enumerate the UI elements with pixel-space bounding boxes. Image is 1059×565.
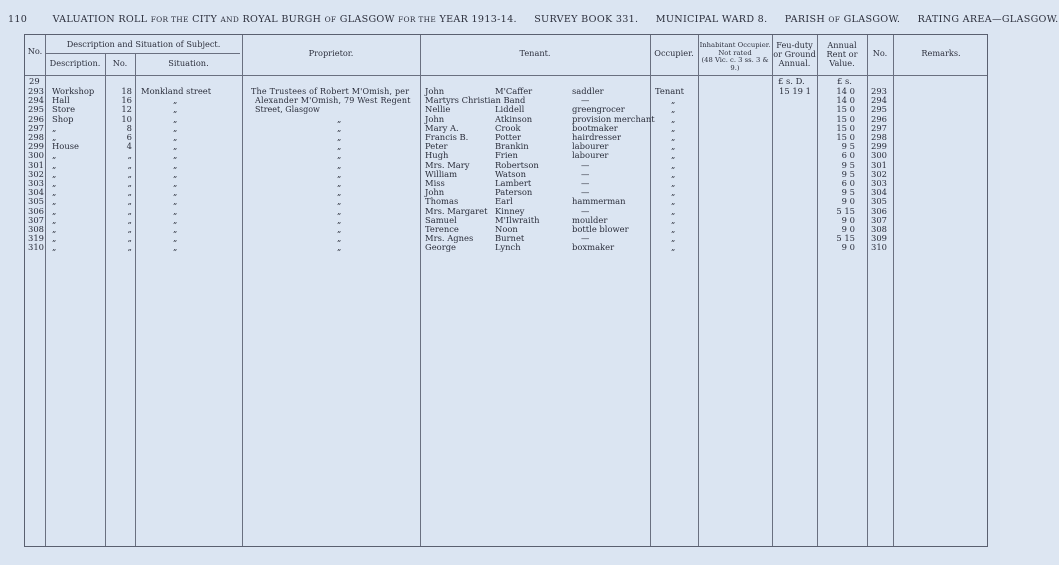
tenant-first-name: Hugh <box>425 150 449 161</box>
tenant-occupation: bootmaker <box>572 122 618 133</box>
tenant-occupation: — <box>581 187 590 198</box>
row-number: 294 <box>28 95 44 106</box>
col-divider <box>242 35 243 546</box>
row-annual-rent: 9 5 <box>841 187 855 198</box>
row-annual-rent: 9 0 <box>841 242 855 253</box>
row-number-right: 308 <box>871 224 887 234</box>
row-description: „ <box>52 132 57 142</box>
row-number: 306 <box>28 205 44 216</box>
tenant-occupation: — <box>581 168 590 179</box>
row-occupier: „ <box>671 113 676 124</box>
proprietor-ditto: „ <box>337 196 342 207</box>
header-title-c: CITY <box>192 14 218 25</box>
row-number: 296 <box>28 113 44 124</box>
row-description: „ <box>52 178 57 188</box>
rent-currency: £ s. <box>837 76 852 86</box>
header-title-b: FOR THE <box>150 15 189 24</box>
row-description: Store <box>52 104 76 115</box>
col-divider <box>817 35 818 546</box>
tenant-surname: Lambert <box>495 178 532 188</box>
row-description: „ <box>52 214 57 225</box>
row-situation: „ <box>173 233 178 244</box>
tenant-surname: Noon <box>495 224 518 234</box>
row-number-right: 306 <box>871 205 887 216</box>
header-title-g: GLASGOW <box>339 14 395 25</box>
row-number: 319 <box>28 233 44 244</box>
row-situation: Monkland street <box>141 86 212 96</box>
tenant-first-name: Peter <box>425 141 448 152</box>
col-divider <box>420 35 421 546</box>
rent-line-1: Annual <box>827 40 857 50</box>
inhabitant-line-2: Not rated <box>718 48 752 57</box>
col-divider <box>893 35 894 546</box>
row-situation: „ <box>173 168 178 179</box>
feu-currency: £ s. D. <box>778 76 805 86</box>
row-annual-rent: 5 15 <box>836 233 855 244</box>
row-number-right: 305 <box>871 196 887 207</box>
row-annual-rent: 9 5 <box>841 141 855 152</box>
row-situation: „ <box>173 178 178 188</box>
col-header-situation: Situation. <box>168 58 209 68</box>
row-situation: „ <box>173 214 178 225</box>
proprietor-ditto: „ <box>337 178 342 188</box>
row-street-number: „ <box>127 150 132 161</box>
rent-line-2: Rent or <box>826 49 858 59</box>
row-number-right: 304 <box>871 187 887 198</box>
row-annual-rent: 15 0 <box>836 113 855 124</box>
row-number-right: 301 <box>871 159 887 170</box>
row-description: „ <box>52 242 57 253</box>
tenant-occupation: — <box>581 159 590 170</box>
row-number: 310 <box>28 242 44 253</box>
header-rating: RATING AREA—GLASGOW. <box>917 14 1059 25</box>
row-number: 305 <box>28 196 44 207</box>
tenant-occupation: labourer <box>572 150 609 161</box>
tenant-surname: Frien <box>495 150 518 161</box>
proprietor-line-3: Street, Glasgow <box>255 105 320 114</box>
row-number-right: 298 <box>871 132 887 142</box>
row-street-number: 6 <box>126 132 132 142</box>
tenant-occupation: moulder <box>572 214 608 225</box>
header-parish-b: OF <box>828 15 841 24</box>
row-street-number: „ <box>127 224 132 234</box>
row-number-right: 294 <box>871 95 887 106</box>
proprietor-ditto: „ <box>337 233 342 244</box>
row-situation: „ <box>173 205 178 216</box>
page-header <box>8 14 1059 25</box>
tenant-occupation: — <box>581 233 590 244</box>
header-title-a: VALUATION ROLL <box>52 14 148 25</box>
section-number: 29 <box>29 76 40 86</box>
header-title-f: OF <box>324 15 337 24</box>
row-number-right: 309 <box>871 233 887 244</box>
row-number: 293 <box>28 86 44 96</box>
header-survey: SURVEY BOOK 331. <box>534 14 639 25</box>
proprietor-ditto: „ <box>337 132 342 142</box>
row-situation: „ <box>173 122 178 133</box>
tenant-surname: Robertson <box>495 159 539 170</box>
col-header-no-right: No. <box>872 48 888 58</box>
col-divider <box>45 35 46 546</box>
proprietor-ditto: „ <box>337 224 342 234</box>
tenant-first-name: Thomas <box>425 196 459 207</box>
row-occupier: „ <box>671 233 676 244</box>
row-annual-rent: 9 0 <box>841 214 855 225</box>
proprietor-ditto: „ <box>337 242 342 253</box>
inhabitant-line-1: Inhabitant Occupier. <box>699 41 771 49</box>
row-situation: „ <box>173 242 178 253</box>
header-title-e: ROYAL BURGH <box>242 14 322 25</box>
tenant-first-name: John <box>425 187 445 198</box>
row-situation: „ <box>173 132 178 142</box>
row-description: Shop <box>52 113 74 124</box>
row-occupier: „ <box>671 214 676 225</box>
row-occupier: „ <box>671 224 676 234</box>
tenant-first-name: John <box>425 113 445 124</box>
row-situation: „ <box>173 104 178 115</box>
row-number: 298 <box>28 132 44 142</box>
tenant-surname: Kinney <box>495 205 525 216</box>
row-occupier: „ <box>671 187 676 198</box>
header-parish-c: GLASGOW. <box>843 14 901 25</box>
row-number-right: 296 <box>871 113 887 124</box>
row-description: „ <box>52 233 57 244</box>
row-number-right: 303 <box>871 178 887 188</box>
proprietor-ditto: „ <box>337 113 342 124</box>
row-description: „ <box>52 159 57 170</box>
tenant-first-name: Martyrs Christian Band <box>425 95 526 106</box>
row-annual-rent: 14 0 <box>836 86 855 96</box>
row-occupier: „ <box>671 95 676 106</box>
row-street-number: 8 <box>126 122 132 133</box>
row-number-right: 297 <box>871 122 887 133</box>
row-situation: „ <box>173 113 178 124</box>
row-number: 297 <box>28 122 44 133</box>
row-situation: „ <box>173 141 178 152</box>
row-divider <box>45 53 240 54</box>
col-divider <box>135 53 136 546</box>
row-street-number: „ <box>127 168 132 179</box>
row-street-number: „ <box>127 242 132 253</box>
row-description: Hall <box>52 95 70 106</box>
tenant-surname: Potter <box>495 132 522 142</box>
row-occupier: „ <box>671 168 676 179</box>
row-number-right: 293 <box>871 86 887 96</box>
tenant-occupation: greengrocer <box>572 104 625 115</box>
valuation-table <box>24 34 988 547</box>
header-title-d: AND <box>220 15 240 24</box>
feu-line-2: or Ground <box>773 49 816 59</box>
col-divider <box>772 35 773 546</box>
tenant-surname: Crook <box>495 122 521 133</box>
row-occupier: Tenant <box>655 86 685 96</box>
tenant-first-name: Terence <box>425 224 459 234</box>
proprietor-ditto: „ <box>337 122 342 133</box>
tenant-occupation: bottle blower <box>572 224 629 234</box>
row-situation: „ <box>173 196 178 207</box>
row-annual-rent: 5 15 <box>836 205 855 216</box>
row-annual-rent: 15 0 <box>836 122 855 133</box>
tenant-first-name: Samuel <box>425 214 457 225</box>
row-number: 302 <box>28 168 44 179</box>
header-ward: MUNICIPAL WARD 8. <box>655 14 768 25</box>
tenant-occupation: saddler <box>572 86 604 96</box>
row-number-right: 307 <box>871 214 887 225</box>
col-divider <box>698 35 699 546</box>
col-header-desc-group: Description and Situation of Subject. <box>66 39 221 49</box>
col-header-no: No. <box>27 46 43 56</box>
row-annual-rent: 9 5 <box>841 168 855 179</box>
row-occupier: „ <box>671 159 676 170</box>
row-description: „ <box>52 205 57 216</box>
col-header-occupier: Occupier. <box>654 48 694 58</box>
row-street-number: „ <box>127 205 132 216</box>
feu-line-1: Feu-duty <box>776 40 813 50</box>
row-description: Workshop <box>52 86 95 96</box>
col-header-description: Description. <box>49 58 101 68</box>
tenant-first-name: Mrs. Margaret <box>425 205 488 216</box>
rent-line-3: Value. <box>829 58 855 68</box>
row-annual-rent: 15 0 <box>836 104 855 115</box>
proprietor-ditto: „ <box>337 141 342 152</box>
tenant-surname: M'Caffer <box>495 86 533 96</box>
row-annual-rent: 9 5 <box>841 159 855 170</box>
inhabitant-line-3: (48 Vic. c. 3 ss. 3 & 9.) <box>701 56 769 72</box>
proprietor-ditto: „ <box>337 168 342 179</box>
row-occupier: „ <box>671 104 676 115</box>
tenant-first-name: Mary A. <box>425 122 459 133</box>
row-description: „ <box>52 187 57 198</box>
proprietor-ditto: „ <box>337 205 342 216</box>
tenant-surname: Burnet <box>495 233 525 244</box>
row-occupier: „ <box>671 242 676 253</box>
row-number-right: 302 <box>871 168 887 179</box>
row-street-number: 12 <box>121 104 132 115</box>
tenant-first-name: John <box>425 86 445 96</box>
row-annual-rent: 15 0 <box>836 132 855 142</box>
row-description: „ <box>52 196 57 207</box>
col-divider <box>650 35 651 546</box>
row-occupier: „ <box>671 150 676 161</box>
row-occupier: „ <box>671 122 676 133</box>
row-number-right: 300 <box>871 150 887 161</box>
proprietor-line-2: Alexander M'Omish, 79 West Regent <box>255 96 411 105</box>
row-street-number: „ <box>127 233 132 244</box>
row-number: 307 <box>28 214 44 225</box>
tenant-surname: M'Ilwraith <box>495 214 540 225</box>
tenant-occupation: provision merchant <box>572 113 655 124</box>
row-annual-rent: 14 0 <box>836 95 855 106</box>
row-description: „ <box>52 122 57 133</box>
row-street-number: 18 <box>121 86 132 96</box>
row-annual-rent: 6 0 <box>841 178 855 188</box>
col-divider <box>867 35 868 546</box>
header-title-h: FOR THE <box>398 15 437 24</box>
row-street-number: 4 <box>126 141 132 152</box>
tenant-first-name: Mrs. Agnes <box>425 233 474 244</box>
row-situation: „ <box>173 150 178 161</box>
row-number: 300 <box>28 150 44 161</box>
proprietor-ditto: „ <box>337 187 342 198</box>
proprietor-ditto: „ <box>337 159 342 170</box>
row-situation: „ <box>173 159 178 170</box>
proprietor-ditto: „ <box>337 214 342 225</box>
row-occupier: „ <box>671 178 676 188</box>
row-number: 303 <box>28 178 44 188</box>
row-street-number: „ <box>127 178 132 188</box>
row-situation: „ <box>173 95 178 106</box>
tenant-surname: Liddell <box>495 104 525 115</box>
tenant-first-name: Mrs. Mary <box>425 159 470 170</box>
row-description: „ <box>52 150 57 161</box>
row-occupier: „ <box>671 205 676 216</box>
row-situation: „ <box>173 224 178 234</box>
tenant-occupation: — <box>581 205 590 216</box>
tenant-surname: Watson <box>495 168 526 179</box>
row-number: 301 <box>28 159 44 170</box>
tenant-surname: Lynch <box>495 242 521 253</box>
tenant-first-name: Nellie <box>425 104 451 115</box>
tenant-first-name: George <box>425 242 457 253</box>
proprietor-line-1: The Trustees of Robert M'Omish, per <box>251 87 410 96</box>
row-number-right: 299 <box>871 141 887 152</box>
col-header-feu <box>772 41 817 68</box>
row-street-number: „ <box>127 214 132 225</box>
tenant-occupation: — <box>581 178 590 188</box>
row-occupier: „ <box>671 141 676 152</box>
row-number: 295 <box>28 104 44 115</box>
row-number: 304 <box>28 187 44 198</box>
row-number-right: 295 <box>871 104 887 115</box>
proprietor-ditto: „ <box>337 150 342 161</box>
header-parish-a: PARISH <box>784 14 826 25</box>
col-header-rent <box>817 41 867 68</box>
tenant-occupation: — <box>581 95 590 106</box>
tenant-surname: Paterson <box>495 187 533 198</box>
row-street-number: „ <box>127 187 132 198</box>
col-header-proprietor: Proprietor. <box>308 48 354 58</box>
row-number: 299 <box>28 141 44 152</box>
row-street-number: „ <box>127 196 132 207</box>
row-occupier: „ <box>671 132 676 142</box>
tenant-first-name: William <box>425 168 458 179</box>
tenant-occupation: hammerman <box>572 196 626 207</box>
tenant-occupation: hairdresser <box>572 132 621 142</box>
row-street-number: „ <box>127 159 132 170</box>
tenant-surname: Brankin <box>495 141 529 152</box>
row-annual-rent: 9 0 <box>841 196 855 207</box>
page-number: 110 <box>8 14 28 25</box>
row-annual-rent: 9 0 <box>841 224 855 234</box>
row-description: „ <box>52 224 57 234</box>
feu-line-3: Annual. <box>778 58 811 68</box>
col-header-no2: No. <box>112 58 128 68</box>
col-header-remarks: Remarks. <box>921 48 961 58</box>
row-occupier: „ <box>671 196 676 207</box>
tenant-surname: Earl <box>495 196 513 207</box>
row-number-right: 310 <box>871 242 887 253</box>
header-year: YEAR 1913-14. <box>439 14 517 25</box>
tenant-first-name: Francis B. <box>425 132 469 142</box>
row-street-number: 16 <box>121 95 132 106</box>
tenant-occupation: labourer <box>572 141 609 152</box>
col-header-inhabitant <box>698 42 772 72</box>
row-feu-duty: 15 19 1 <box>779 86 811 96</box>
row-number: 308 <box>28 224 44 234</box>
row-description: „ <box>52 168 57 179</box>
row-annual-rent: 6 0 <box>841 150 855 161</box>
tenant-surname: Atkinson <box>495 113 533 124</box>
col-header-tenant: Tenant. <box>519 48 551 58</box>
tenant-occupation: boxmaker <box>572 242 615 253</box>
row-description: House <box>52 141 79 152</box>
row-situation: „ <box>173 187 178 198</box>
tenant-first-name: Miss <box>425 178 445 188</box>
row-street-number: 10 <box>121 113 132 124</box>
